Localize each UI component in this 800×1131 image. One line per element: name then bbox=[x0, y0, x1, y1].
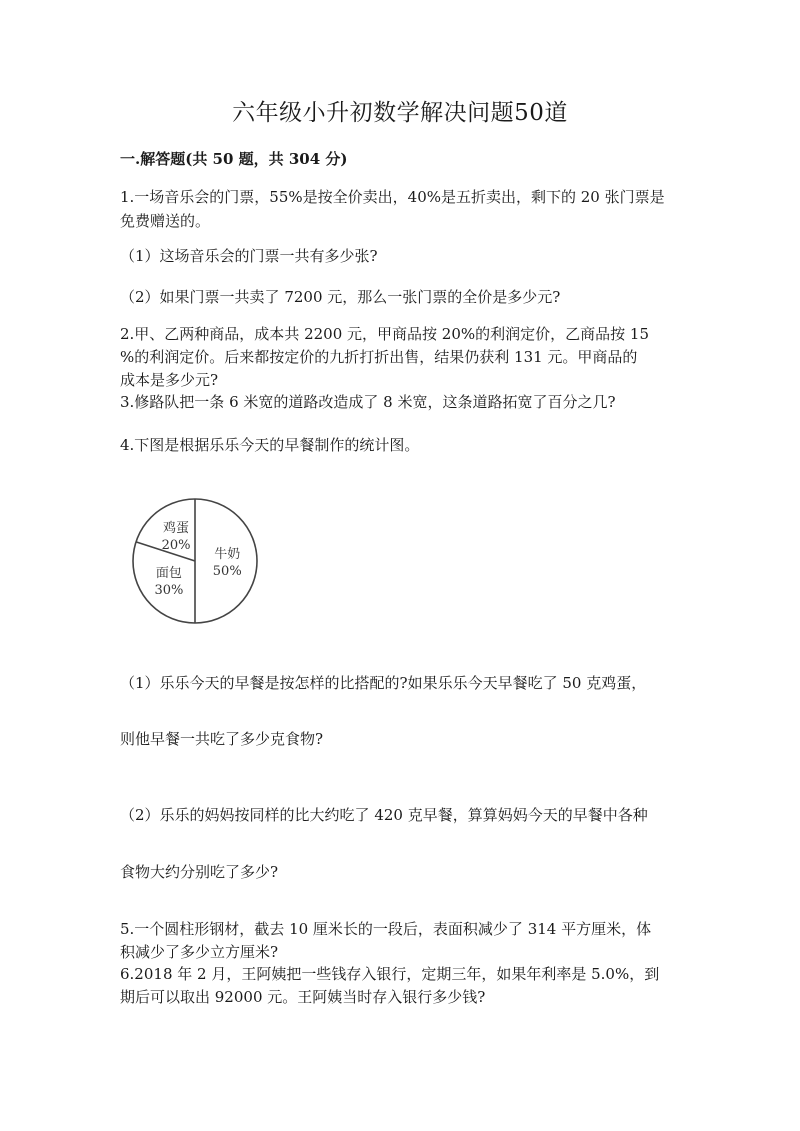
pie-slice-value-label: 50% bbox=[212, 564, 242, 579]
page-title: 六年级小升初数学解决问题50道 bbox=[232, 100, 568, 126]
q1-subquestion-1: （1）这场音乐会的门票一共有多少张? bbox=[120, 247, 378, 265]
q6-text-line-2: 期后可以取出 92000 元。王阿姨当时存入银行多少钱? bbox=[120, 988, 486, 1006]
pie-slice-value-label: 30% bbox=[154, 582, 184, 598]
q2-text-line-2: %的利润定价。后来都按定价的九折打折出售，结果仍获利 131 元。甲商品的 bbox=[120, 348, 638, 366]
q5-text-line-1: 5.一个圆柱形钢材，截去 10 厘米长的一段后，表面积减少了 314 平方厘米，体 bbox=[120, 920, 652, 938]
q4-text-line-1: 4.下图是根据乐乐今天的早餐制作的统计图。 bbox=[120, 436, 420, 454]
q5-text-line-2: 积减少了多少立方厘米? bbox=[120, 943, 279, 961]
pie-slice-value-label: 20% bbox=[161, 537, 191, 553]
pie-slice-label: 牛奶 bbox=[214, 547, 241, 562]
q2-text-line-1: 2.甲、乙两种商品，成本共 2200 元，甲商品按 20%的利润定价，乙商品按 15 bbox=[120, 325, 649, 343]
pie-slice-label: 鸡蛋 bbox=[163, 520, 190, 536]
q4-subquestion-1-line-2: 则他早餐一共吃了多少克食物? bbox=[120, 730, 324, 748]
pie-slice-label: 面包 bbox=[155, 565, 182, 581]
q4-subquestion-2-line-2: 食物大约分别吃了多少? bbox=[120, 863, 279, 881]
q1-text-line-1: 1.一场音乐会的门票，55%是按全价卖出，40%是五折卖出，剩下的 20 张门票是 bbox=[120, 188, 665, 206]
q1-text-line-2: 免费赠送的。 bbox=[120, 212, 211, 230]
breakfast-pie-chart bbox=[130, 496, 260, 626]
q4-subquestion-2-line-1: （2）乐乐的妈妈按同样的比大约吃了 420 克早餐，算算妈妈今天的早餐中各种 bbox=[120, 806, 648, 824]
q3-text-line-1: 3.修路队把一条 6 米宽的道路改造成了 8 米宽，这条道路拓宽了百分之几? bbox=[120, 393, 616, 411]
q4-subquestion-1-line-1: （1）乐乐今天的早餐是按怎样的比搭配的?如果乐乐今天早餐吃了 50 克鸡蛋， bbox=[120, 674, 647, 692]
section-heading: 一.解答题(共 50 题，共 304 分) bbox=[120, 150, 348, 168]
q1-subquestion-2: （2）如果门票一共卖了 7200 元，那么一张门票的全价是多少元? bbox=[120, 288, 561, 306]
q2-text-line-3: 成本是多少元? bbox=[120, 371, 219, 389]
pie-chart-svg bbox=[130, 496, 260, 626]
q6-text-line-1: 6.2018 年 2 月，王阿姨把一些钱存入银行，定期三年，如果年利率是 5.0%，到 bbox=[120, 965, 660, 983]
